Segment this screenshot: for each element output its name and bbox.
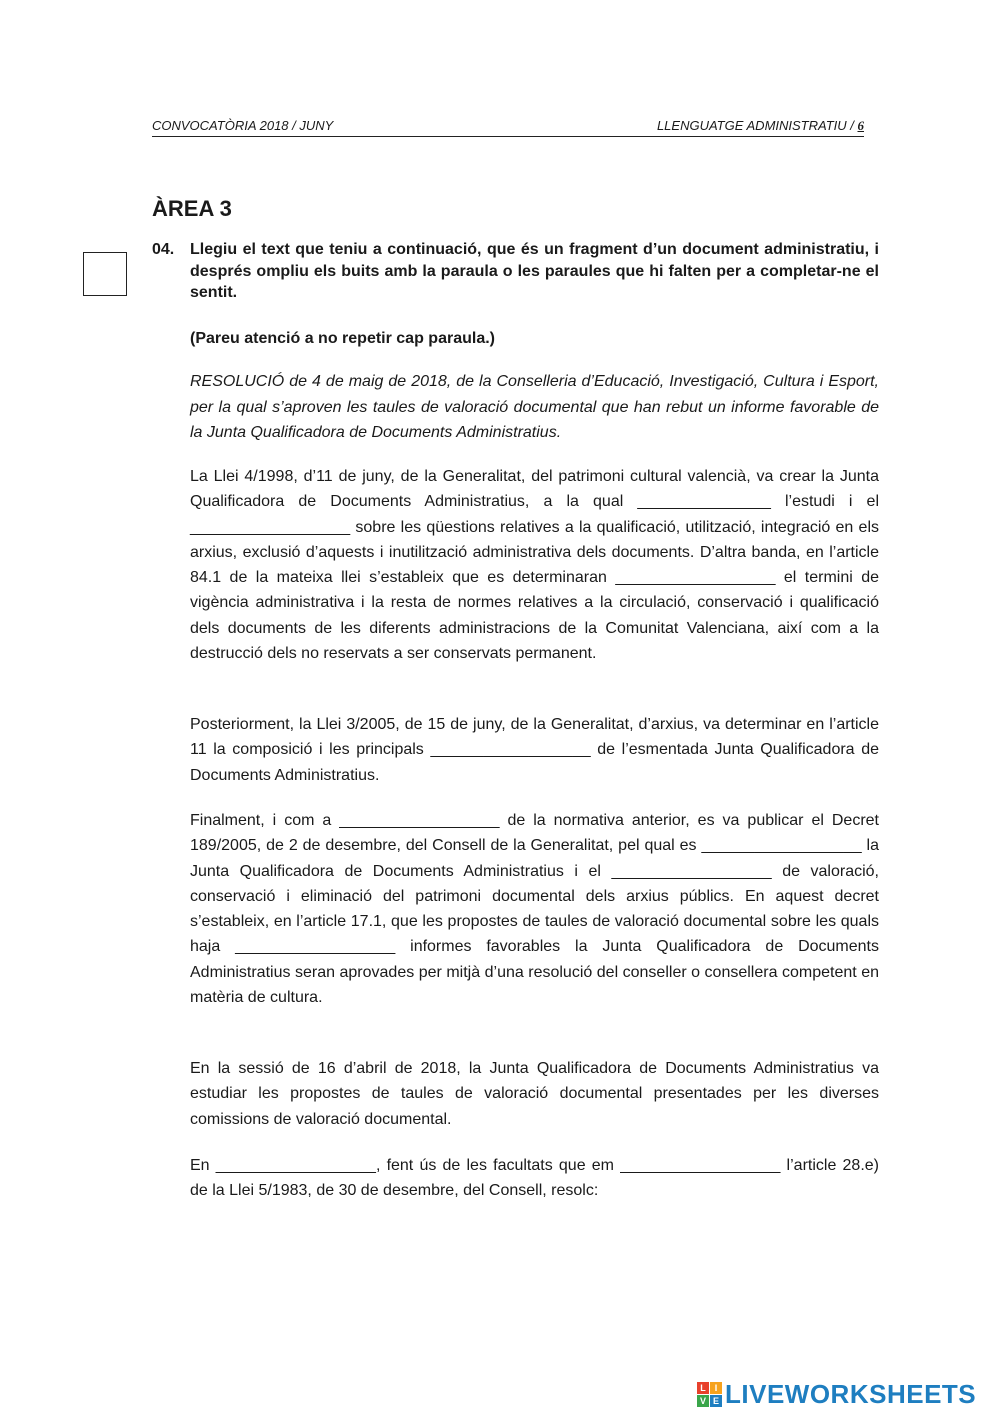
paragraph-3 xyxy=(190,808,879,1010)
p3-text-a: Finalment, i com a xyxy=(190,812,340,829)
logo-text: LIVEWORKSHEETS xyxy=(725,1379,977,1409)
question-instructions: Llegiu el text que teniu a continuació, que és un fragment d’un document administratiu, i després ompliu els buits amb la paraula o les paraules que hi falten per a completar-ne el sentit. xyxy=(190,241,879,301)
p5-text-c: l’article 28.e) de la Llei 5/1983, de 30 de desembre, del Consell, resolc: xyxy=(190,1157,880,1200)
p2-text-a: Posteriorment, la Llei 3/2005, de 15 de juny, de la Generalitat, d’arxius, va determinar en l’article 11 la composició i les principals xyxy=(190,716,879,759)
blank-5[interactable]: __________________ xyxy=(339,812,500,829)
paragraph-1 xyxy=(190,464,879,666)
question-number: 04. xyxy=(152,241,175,258)
p1-text-d: el termini de vigència administrativa i la resta de normes relatives a la circulació, conservació i qualificació dels documents de les diferents administracions de la Comunitat Valenciana, així com a la destrucció dels no reservats a ser conservats permanent. xyxy=(190,569,879,663)
p3-text-e: informes favorables la Junta Qualificadora de Documents Administratius seran aprovades per mitjà d’una resolució del conseller o consellera competent en matèria de cultura. xyxy=(190,938,879,1007)
logo-icon xyxy=(697,1382,722,1407)
logo-letter: E xyxy=(710,1395,722,1407)
answer-score-box[interactable] xyxy=(83,252,127,296)
blank-6[interactable]: __________________ xyxy=(701,837,862,855)
blank-4[interactable]: __________________ xyxy=(430,741,591,759)
header-right-text: LLENGUATGE ADMINISTRATIU / xyxy=(656,118,858,133)
page-header xyxy=(152,118,864,137)
header-left: CONVOCATÒRIA 2018 / JUNY xyxy=(152,118,334,133)
blank-7[interactable]: __________________ xyxy=(611,862,772,880)
paragraph-2 xyxy=(190,712,879,788)
blank-10[interactable]: __________________ xyxy=(620,1157,781,1174)
blank-1[interactable]: _______________ xyxy=(637,493,771,511)
page-number: 6 xyxy=(857,118,864,133)
paragraph-4: En la sessió de 16 d’abril de 2018, la Junta Qualificadora de Documents Administratius va estudiar les propostes de taules de valoració documental presentades per les diverses comissions de valoració documental. xyxy=(190,1060,879,1128)
p3-text-c: la Junta Qualificadora de Documents Administratius i el xyxy=(190,837,879,880)
blank-8[interactable]: __________________ xyxy=(235,938,396,956)
p1-text-c: sobre les qüestions relatives a la qualificació, utilització, integració en els arxius, exclusió d’aquests i inutilització administrativa dels documents. D’altra banda, en l’article 84.1 de la mateixa llei s’estableix que es determinaran xyxy=(190,518,879,587)
logo-letter: I xyxy=(710,1382,722,1394)
resolution-title: RESOLUCIÓ de 4 de maig de 2018, de la Conselleria d’Educació, Investigació, Cultura i Esport, per la qual s’aproven les taules de valoració documental que han rebut un informe favorable de la Junta Qualificadora de Documents Administratius. xyxy=(190,373,879,441)
logo-letter: L xyxy=(697,1382,709,1394)
p2-text-b: de l’esmentada Junta Qualificadora de Documents Administratius. xyxy=(190,741,880,784)
paragraph-5 xyxy=(190,1153,879,1204)
liveworksheets-logo xyxy=(697,1379,976,1410)
p5-text-b: , fent ús de les facultats que em xyxy=(375,1157,621,1174)
p1-text-b: l’estudi i el xyxy=(770,493,880,511)
logo-letter: V xyxy=(697,1395,709,1407)
header-right xyxy=(657,118,864,134)
blank-9[interactable]: __________________ xyxy=(215,1157,376,1174)
p3-text-d: de valoració, conservació i eliminació del patrimoni documental dels arxius públics. En aquest decret s’estableix, en l’article 17.1, que les propostes de taules de valoració documental sobre les quals haja xyxy=(190,862,879,956)
p5-text-a: En xyxy=(190,1157,216,1174)
p1-text-a: La Llei 4/1998, d’11 de juny, de la Generalitat, del patrimoni cultural valencià, va crear la Junta Qualificadora de Documents Administratius, a la qual xyxy=(190,468,879,511)
blank-2[interactable]: __________________ xyxy=(190,518,351,536)
question-note: (Pareu atenció a no repetir cap paraula.) xyxy=(190,330,495,347)
blank-3[interactable]: __________________ xyxy=(615,569,776,587)
p3-text-b: de la normativa anterior, es va publicar el Decret 189/2005, de 2 de desembre, del Consell de la Generalitat, pel qual es xyxy=(190,812,879,855)
area-title: ÀREA 3 xyxy=(152,196,232,221)
